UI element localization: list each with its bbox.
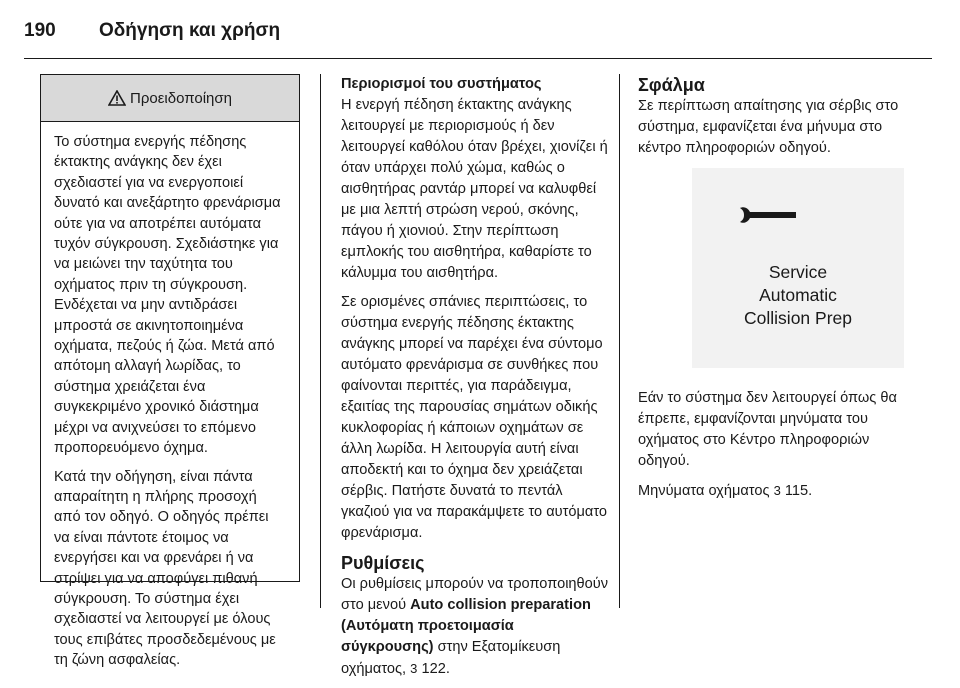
warning-body <box>41 122 299 671</box>
settings-paragraph <box>341 574 609 680</box>
display-message <box>692 261 904 330</box>
settings-text-after: στην Εξατομίκευση οχήματος, <box>341 639 561 677</box>
error-paragraph: Εάν το σύστημα δεν λειτουργεί όπως θα έπρεπε, εμφανίζονται μηνύματα του οχήματος στο Κέντρο πληροφοριών οδηγού. <box>638 390 897 469</box>
warning-header <box>41 75 299 122</box>
settings-heading: Ρυθμίσεις <box>341 553 425 573</box>
error-heading: Σφάλμα <box>638 75 705 95</box>
error-column-lower <box>638 388 908 510</box>
limits-paragraph: Η ενεργή πέδηση έκτακτης ανάγκης λειτουργεί με περιορισμούς ή δεν λειτουργεί καθόλου όταν βρέχει, χιονίζει ή όταν υπάρχει πολύ χώμα, καθώς ο αισθητήρας ραντάρ μπορεί να καλυφθεί με μια λεπτή στρώση νερού, σκόνης, πάγου ή χιονιού. Στην περίπτωση εμπλοκής του αισθητήρα, καθαρίστε το κάλυμμα του αισθητήρα. <box>341 97 608 281</box>
settings-text: Οι ρυθμίσεις μπορούν να τροποποιηθούν στο μενού <box>341 576 609 613</box>
display-line: Collision Prep <box>744 308 852 328</box>
error-paragraph: Σε περίπτωση απαίτησης για σέρβις στο σύστημα, εμφανίζεται ένα μήνυμα στο κέντρο πληροφοριών οδηγού. <box>638 98 899 156</box>
settings-menu-name: Auto collision preparation (Αυτόματη προετοιμασία σύγκρουσης) <box>341 597 591 655</box>
warning-box <box>40 74 300 669</box>
warning-paragraph: Το σύστημα ενεργής πέδησης έκτακτης ανάγκης δεν έχει σχεδιαστεί για να ενεργοποιεί δυνατό και ανεξάρτητο φρενάρισμα ούτε για να αποτρέπει αυτόματα τυχόν σύγκρουση. Σχεδιάστηκε για να μειώνει την ταχύτητα του οχήματος πριν τη σύγκρουση. Ενδέχεται να μην αντιδράσει μπροστά σε ακινητοποιημένα οχήματα, πεζούς ή ζώα. Μετά από απότομη αλλαγή λωρίδας, το σύστημα χρειάζεται ένα συγκεκριμένο χρονικό διάστημα μέχρι να ανιχνεύσει το επόμενο προπορευόμενο όχημα. <box>54 134 281 457</box>
display-line: Automatic <box>759 285 837 305</box>
error-paragraph <box>638 480 908 502</box>
page-reference-icon: 3 <box>410 661 418 676</box>
limits-heading: Περιορισμοί του συστήματος <box>341 76 542 92</box>
page-number: 190 <box>24 20 56 41</box>
vehicle-messages-ref-page: 115. <box>784 483 813 499</box>
error-column <box>638 74 908 167</box>
limits-paragraph: Σε ορισμένες σπάνιες περιπτώσεις, το σύστημα ενεργής πέδησης έκτακτης ανάγκης μπορεί να παρέχει ένα σύντομο αυτόματο φρενάρισμα σε συνθήκες που φαίνονται περιττές, για παράδειγμα, εξαιτίας της παρουσίας σημάτων οδικής κυκλοφορίας ή κάποιων οχημάτων σε άλλη λωρίδα. Η λειτουργία αυτή είναι αποδεκτή και το όχημα δεν χρειάζεται σέρβις. Πατήστε δυνατά το πεντάλ γκαζιού για να παρακάμψετε το αυτόματο φρενάρισμα. <box>341 294 608 541</box>
chapter-title: Οδήγηση και χρήση <box>98 20 281 41</box>
page-header <box>24 20 280 42</box>
warning-heading: Προειδοποίηση <box>130 89 232 107</box>
page-reference-icon: 3 <box>773 483 781 498</box>
column-divider <box>619 74 620 608</box>
driver-info-display <box>692 168 904 368</box>
warning-paragraph: Κατά την οδήγηση, είναι πάντα απαραίτητη η πλήρης προσοχή από τον οδηγό. Ο οδηγός πρέπει να είναι πάντοτε έτοιμος να ενεργήσει και να φρενάρει ή να στρίψει για να αποφύγει πιθανή σύγκρουση. Το σύστημα έχει σχεδιαστεί να λειτουργεί με όλους τους επιβάτες προσδεδεμένους με τη ζώνη ασφαλείας. <box>54 468 276 669</box>
settings-ref-page: 122. <box>421 661 450 677</box>
warning-triangle-icon <box>108 90 126 106</box>
vehicle-messages-text: Μηνύματα οχήματος <box>638 483 774 499</box>
display-line: Service <box>768 262 828 282</box>
limits-column <box>341 74 609 688</box>
column-divider <box>320 74 321 608</box>
header-rule <box>24 58 932 59</box>
wrench-icon <box>738 204 798 228</box>
